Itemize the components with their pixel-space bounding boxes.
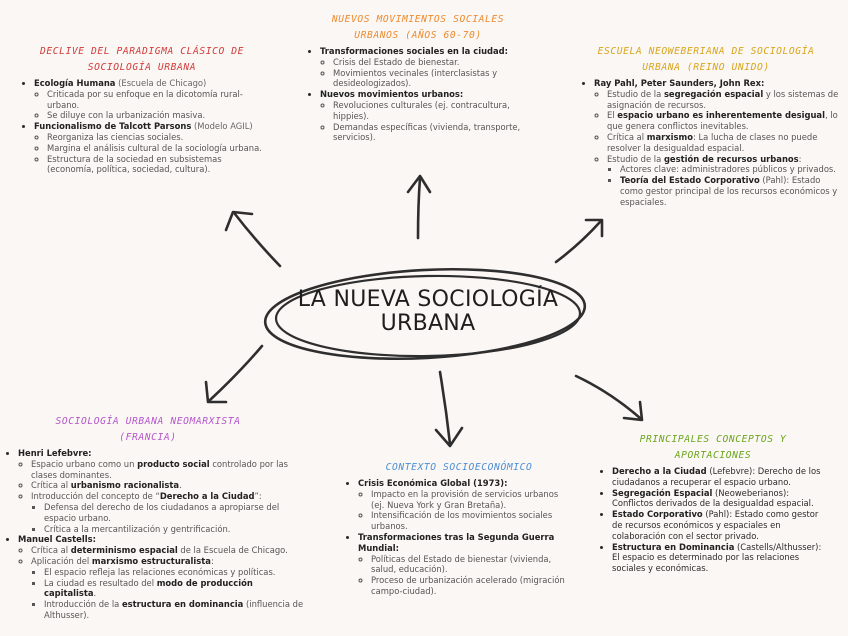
node-neomarxista[interactable] — [6, 414, 304, 621]
node-weberiana[interactable] — [582, 44, 844, 208]
list-item: • Estado Corporativo (Pahl): Estado como gestor de recursos económicos y espaciales en colaboración con el sector privado. — [612, 509, 826, 541]
node-title: SOCIOLOGÍA URBANA NEOMARXISTA (FRANCIA) — [55, 416, 241, 443]
list-item: ◦ Criticada por su enfoque en la dicotomía rural-urbano. — [47, 89, 262, 111]
bullet-list — [346, 478, 572, 597]
list-item: ◦ Crítica al marxismo: La lucha de clases no puede resolver la desigualdad espacial. — [607, 132, 844, 154]
node-title: ESCUELA NEOWEBERIANA DE SOCIOLOGÍA URBANA (REINO UNIDO) — [597, 46, 815, 73]
list-item: ▪ La ciudad es resultado del modo de producción capitalista. — [44, 578, 304, 600]
list-item: • Transformaciones tras la Segunda Guerra Mundial: ◦ Políticas del Estado de bienestar (vivienda, salud, educación). ◦ Proceso de urbanización acelerado (migración campo-ciudad). — [358, 532, 572, 597]
list-item: ◦ Estudio de la gestión de recursos urbanos: ▪ Actores clave: administradores públicos y privados. ▪ Teoría del Estado Corporativo (Pahl): Estado como gestor principal de los recursos económicos y espaciales. — [607, 154, 844, 208]
node-title: CONTEXTO SOCIOECONÓMICO — [385, 462, 533, 473]
bullet-list — [6, 448, 304, 621]
list-item: • Estructura en Dominancia (Castells/Althusser): El espacio es determinado por las relaciones sociales y económicas. — [612, 542, 826, 574]
arrow-to-conceptos — [576, 376, 640, 418]
list-item: • Henri Lefebvre: ◦ Espacio urbano como un producto social controlado por las clases dominantes. ◦ Crítica al urbanismo racionalista. ◦ Introducción del concepto de “Derecho a la Ciudad”: ▪ Defensa del derecho de los ciudadanos a apropiarse del espacio urbano. ▪ Crítica a la mercantilización y gentrificación. — [18, 448, 304, 534]
list-item: ◦ Crisis del Estado de bienestar. — [333, 57, 528, 68]
bullet-list — [600, 466, 826, 574]
list-item: ▪ Teoría del Estado Corporativo (Pahl): Estado como gestor principal de los recursos económicos y espaciales. — [620, 175, 844, 207]
node-conceptos[interactable] — [600, 432, 826, 574]
list-item: ◦ Demandas específicas (vivienda, transporte, servicios). — [333, 122, 528, 144]
list-item: • Funcionalismo de Talcott Parsons (Modelo AGIL) ◦ Reorganiza las ciencias sociales. ◦ Margina el análisis cultural de la sociología urbana. ◦ Estructura de la sociedad en subsistemas (economía, política, sociedad, cultura). — [34, 121, 262, 175]
arrow-to-weberiana — [556, 222, 600, 262]
list-item: ◦ Se diluye con la urbanización masiva. — [47, 110, 262, 121]
bullet-list — [582, 78, 844, 208]
list-item: • Ray Pahl, Peter Saunders, John Rex: ◦ Estudio de la segregación espacial y los sistemas de asignación de recursos. ◦ El espacio urbano es inherentemente desigual, lo que genera conflictos inevitables. ◦ Crítica al marxismo: La lucha de clases no puede resolver la desigualdad espacial. ◦ Estudio de la gestión de recursos urbanos: ▪ Actores clave: administradores públicos y privados. ▪ Teoría del Estado Corporativo (Pahl): Estado como gestor principal de los recursos económicos y espaciales. — [594, 78, 844, 208]
list-item: ◦ Políticas del Estado de bienestar (vivienda, salud, educación). — [371, 554, 572, 576]
list-item: ◦ Aplicación del marxismo estructuralista: ▪ El espacio refleja las relaciones económicas y políticas. ▪ La ciudad es resultado del modo de producción capitalista. ▪ Introducción de la estructura en dominancia (influencia de Althusser). — [31, 556, 304, 621]
list-item: ◦ Impacto en la provisión de servicios urbanos (ej. Nueva York y Gran Bretaña). — [371, 489, 572, 511]
list-item: ▪ Crítica a la mercantilización y gentrificación. — [44, 524, 304, 535]
list-item: ▪ Actores clave: administradores públicos y privados. — [620, 164, 844, 175]
central-topic[interactable] — [270, 288, 586, 336]
node-title: DECLIVE DEL PARADIGMA CLÁSICO DE SOCIOLOGÍA URBANA — [39, 46, 245, 73]
list-item: ◦ Crítica al urbanismo racionalista. — [31, 480, 304, 491]
list-item: ◦ Movimientos vecinales (interclasistas y desideologizados). — [333, 68, 528, 90]
list-item: ◦ Intensificación de los movimientos sociales urbanos. — [371, 510, 572, 532]
list-item: • Derecho a la Ciudad (Lefebvre): Derecho de los ciudadanos a recuperar el espacio urbano. — [612, 466, 826, 488]
list-item: • Crisis Económica Global (1973): ◦ Impacto en la provisión de servicios urbanos (ej. Nueva York y Gran Bretaña). ◦ Intensificación de los movimientos sociales urbanos. — [358, 478, 572, 532]
list-item: ◦ Introducción del concepto de “Derecho a la Ciudad”: ▪ Defensa del derecho de los ciudadanos a apropiarse del espacio urbano. ▪ Crítica a la mercantilización y gentrificación. — [31, 491, 304, 534]
bullet-list — [22, 78, 262, 175]
list-item: ◦ Crítica al determinismo espacial de la Escuela de Chicago. — [31, 545, 304, 556]
list-item: ◦ Espacio urbano como un producto social controlado por las clases dominantes. — [31, 459, 304, 481]
list-item: ▪ Introducción de la estructura en dominancia (influencia de Althusser). — [44, 599, 304, 621]
list-item: ◦ Proceso de urbanización acelerado (migración campo-ciudad). — [371, 575, 572, 597]
node-title: PRINCIPALES CONCEPTOS Y APORTACIONES — [639, 434, 787, 461]
list-item: ▪ Defensa del derecho de los ciudadanos a apropiarse del espacio urbano. — [44, 502, 304, 524]
list-item: ◦ Estudio de la segregación espacial y los sistemas de asignación de recursos. — [607, 89, 844, 111]
list-item: ◦ Estructura de la sociedad en subsistemas (economía, política, sociedad, cultura). — [47, 154, 262, 176]
list-item: • Ecología Humana (Escuela de Chicago) ◦ Criticada por su enfoque en la dicotomía rural-urbano. ◦ Se diluye con la urbanización masiva. — [34, 78, 262, 121]
node-declive[interactable] — [22, 44, 262, 175]
list-item: ◦ Revoluciones culturales (ej. contracultura, hippies). — [333, 100, 528, 122]
node-contexto[interactable] — [346, 460, 572, 597]
list-item: • Segregación Espacial (Neoweberianos): Conflictos derivados de la desigualdad espacial. — [612, 488, 826, 510]
arrow-to-declive — [235, 214, 280, 266]
arrow-to-neomarxista — [210, 346, 262, 400]
central-topic-line2: URBANA — [380, 311, 476, 336]
node-title: NUEVOS MOVIMIENTOS SOCIALES URBANOS (AÑOS 60-70) — [331, 14, 505, 41]
node-movimientos[interactable] — [308, 12, 528, 143]
bullet-list — [308, 46, 528, 143]
arrow-to-contexto — [440, 372, 450, 444]
list-item: ◦ El espacio urbano es inherentemente desigual, lo que genera conflictos inevitables. — [607, 110, 844, 132]
list-item: ▪ El espacio refleja las relaciones económicas y políticas. — [44, 567, 304, 578]
list-item: ◦ Margina el análisis cultural de la sociología urbana. — [47, 143, 262, 154]
arrow-to-movimientos — [418, 178, 420, 238]
list-item: ◦ Reorganiza las ciencias sociales. — [47, 132, 262, 143]
list-item: • Manuel Castells: ◦ Crítica al determinismo espacial de la Escuela de Chicago. ◦ Aplicación del marxismo estructuralista: ▪ El espacio refleja las relaciones económicas y políticas. ▪ La ciudad es resultado del modo de producción capitalista. ▪ Introducción de la estructura en dominancia (influencia de Althusser). — [18, 534, 304, 620]
list-item: • Transformaciones sociales en la ciudad: ◦ Crisis del Estado de bienestar. ◦ Movimientos vecinales (interclasistas y desideologizados). — [320, 46, 528, 89]
list-item: • Nuevos movimientos urbanos: ◦ Revoluciones culturales (ej. contracultura, hippies). ◦ Demandas específicas (vivienda, transporte, servicios). — [320, 89, 528, 143]
central-topic-line1: LA NUEVA SOCIOLOGÍA — [297, 287, 559, 312]
